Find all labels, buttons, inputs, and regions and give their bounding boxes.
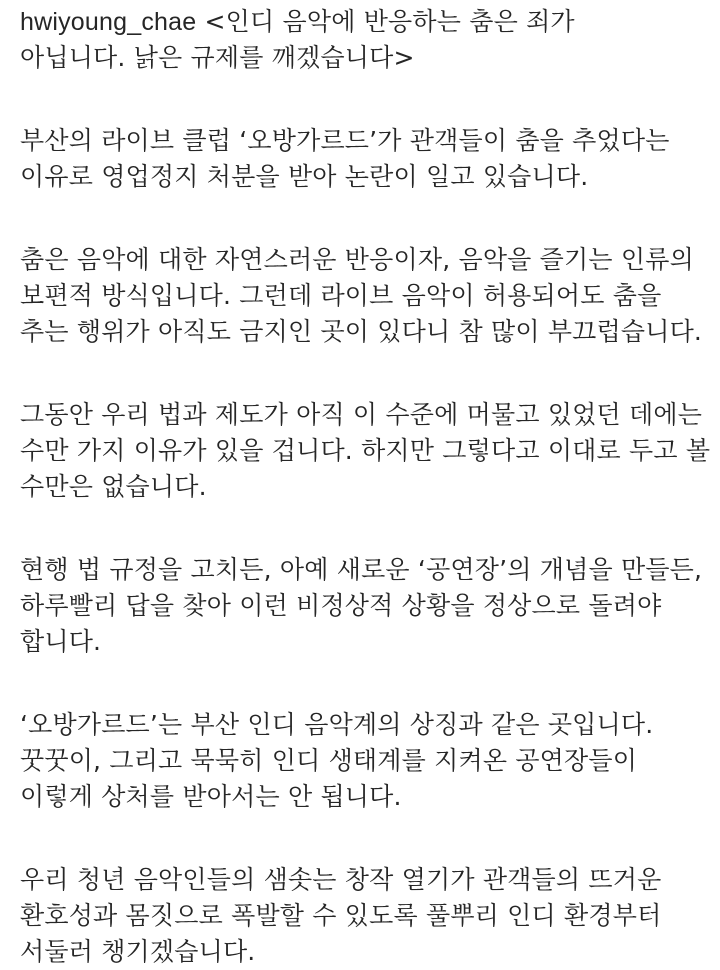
caption-line: 꿋꿋이, 그리고 묵묵히 인디 생태계를 지켜온 공연장들이 xyxy=(20,746,638,775)
paragraph-gap xyxy=(20,350,710,397)
paragraph xyxy=(20,397,710,505)
caption-line: 환호성과 몸짓으로 폭발할 수 있도록 풀뿌리 인디 환경부터 xyxy=(20,901,662,930)
paragraph-gap xyxy=(20,505,710,552)
caption-line: 이렇게 상처를 받아서는 안 됩니다. xyxy=(20,782,402,811)
paragraph-gap xyxy=(20,195,710,242)
paragraph xyxy=(20,123,710,195)
caption-line: 우리 청년 음악인들의 샘솟는 창작 열기가 관객들의 뜨거운 xyxy=(20,865,662,894)
caption-line: 추는 행위가 아직도 금지인 곳이 있다니 참 많이 부끄럽습니다. xyxy=(20,317,703,346)
username-link[interactable]: hwiyoung_chae xyxy=(20,8,197,36)
paragraph xyxy=(20,552,710,660)
caption-line: 그동안 우리 법과 제도가 아직 이 수준에 머물고 있었던 데에는 xyxy=(20,400,703,429)
caption-line: 부산의 라이브 클럽 ‘오방가르드’가 관객들이 춤을 추었다는 xyxy=(20,126,670,155)
post-title-continued: 아닙니다. 낡은 규제를 깨겠습니다> xyxy=(20,43,415,72)
paragraph xyxy=(20,242,710,350)
caption-line: ‘오방가르드’는 부산 인디 음악계의 상징과 같은 곳입니다. xyxy=(20,710,654,739)
post-title: <인디 음악에 반응하는 춤은 죄가 xyxy=(204,7,575,36)
paragraph-gap xyxy=(20,660,710,707)
paragraph xyxy=(20,707,710,815)
caption-line: 수만은 없습니다. xyxy=(20,472,207,501)
caption-line xyxy=(20,4,710,40)
caption-line: 춤은 음악에 대한 자연스러운 반응이자, 음악을 즐기는 인류의 xyxy=(20,245,694,274)
caption-line: 수만 가지 이유가 있을 겁니다. 하지만 그렇다고 이대로 두고 볼 xyxy=(20,436,711,465)
caption-line: 서둘러 챙기겠습니다. xyxy=(20,937,256,966)
paragraph-gap xyxy=(20,815,710,862)
caption-line: 합니다. xyxy=(20,627,102,656)
paragraph-gap xyxy=(20,76,710,123)
caption-line: 현행 법 규정을 고치든, 아예 새로운 ‘공연장’의 개념을 만들든, xyxy=(20,555,703,584)
caption-line: 이유로 영업정지 처분을 받아 논란이 일고 있습니다. xyxy=(20,162,589,191)
caption-line: 하루빨리 답을 찾아 이런 비정상적 상황을 정상으로 돌려야 xyxy=(20,591,662,620)
post-caption xyxy=(20,4,710,970)
caption-line: 보편적 방식입니다. 그런데 라이브 음악이 허용되어도 춤을 xyxy=(20,281,662,310)
paragraph xyxy=(20,862,710,970)
